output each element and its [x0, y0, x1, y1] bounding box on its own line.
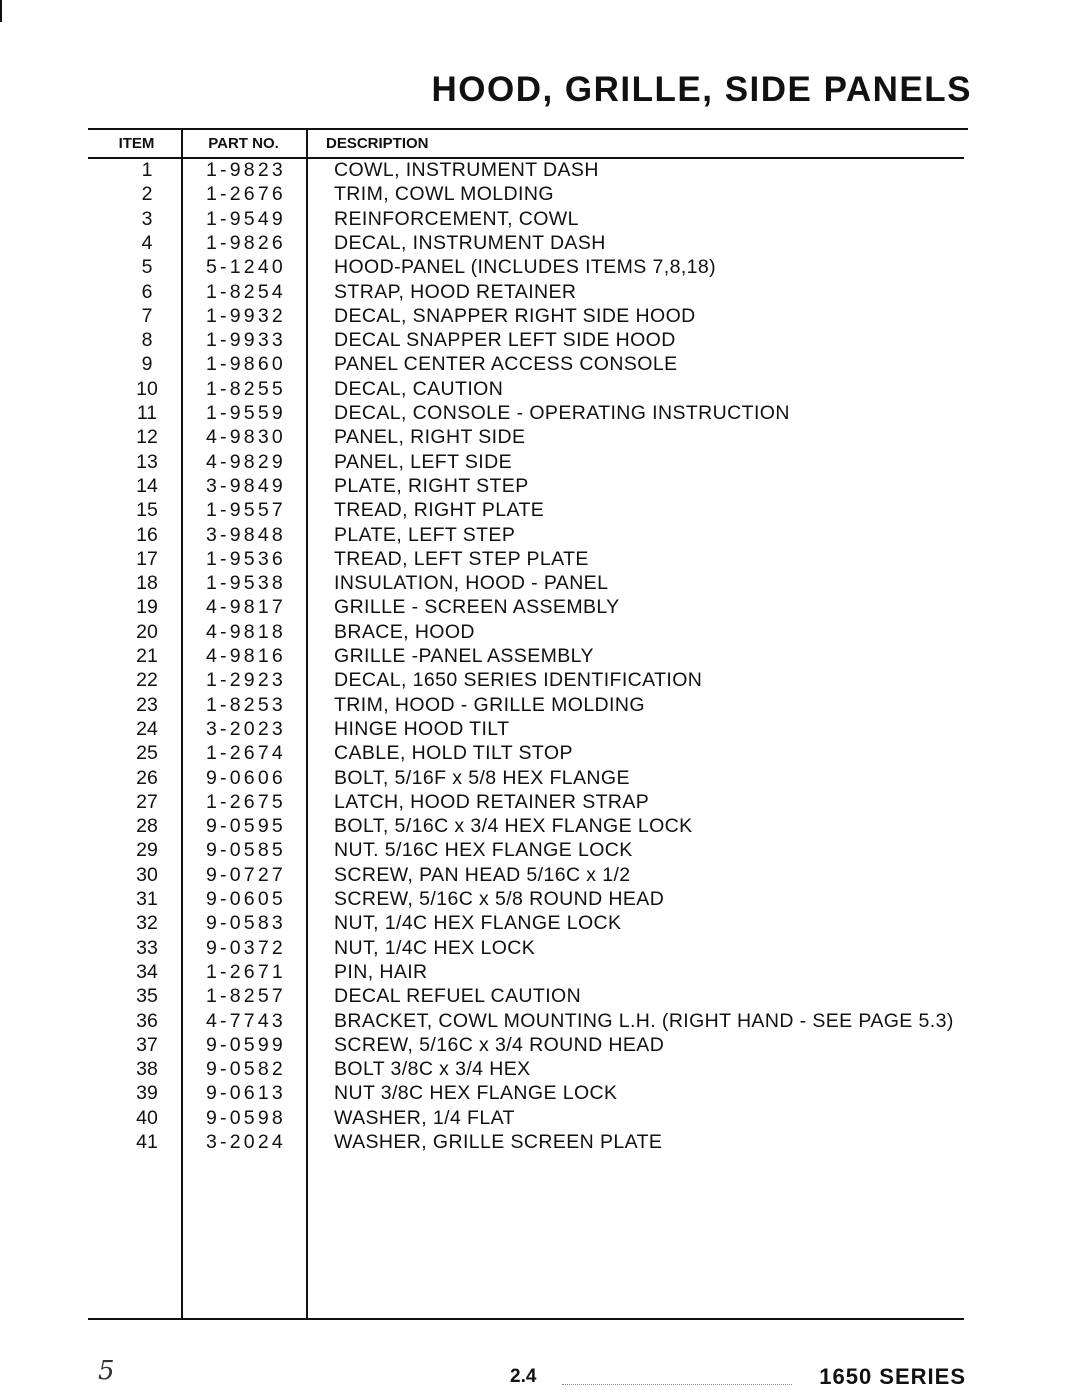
- item-number: 26: [136, 766, 158, 789]
- item-number: 9: [141, 353, 153, 376]
- item-number: 34: [136, 960, 158, 983]
- part-number: 3-2024: [206, 1131, 286, 1153]
- item-number: 39: [136, 1082, 158, 1105]
- part-number: 9-0727: [206, 863, 286, 886]
- page-number: 2.4: [510, 1366, 537, 1387]
- item-number: 15: [136, 499, 158, 522]
- handwritten-mark: 5: [98, 1356, 115, 1386]
- description: SCREW, PAN HEAD 5/16C x 1/2: [334, 863, 631, 886]
- item-number: 40: [136, 1106, 158, 1129]
- series-label: 1650 SERIES: [819, 1364, 966, 1389]
- item-number: 3: [141, 207, 153, 230]
- item-number: 28: [136, 815, 158, 838]
- part-number: 1-9933: [206, 329, 286, 352]
- description: BRACKET, COWL MOUNTING L.H. (RIGHT HAND - SEE PAGE 5.3): [334, 1009, 954, 1032]
- part-number: 9-0585: [206, 839, 286, 862]
- item-number: 18: [136, 572, 158, 595]
- part-number: 9-0583: [206, 912, 286, 935]
- item-number: 14: [136, 474, 158, 497]
- part-number: 1-9860: [206, 353, 286, 376]
- part-number: 1-8253: [206, 693, 286, 716]
- table-top-rule: [88, 128, 968, 130]
- description: WASHER, GRILLE SCREEN PLATE: [334, 1131, 663, 1153]
- description: REINFORCEMENT, COWL: [334, 207, 579, 230]
- footer-leader-dots: [562, 1384, 792, 1385]
- description: HOOD-PANEL (INCLUDES ITEMS 7,8,18): [334, 256, 717, 279]
- item-number: 4: [141, 231, 153, 254]
- part-number: 1-9536: [206, 547, 286, 570]
- part-number: 1-8254: [206, 280, 286, 303]
- item-number: 11: [136, 402, 158, 424]
- column-header-description: DESCRIPTION: [326, 135, 429, 152]
- item-number: 8: [141, 329, 153, 352]
- item-number: 30: [136, 863, 158, 886]
- description: PANEL, RIGHT SIDE: [334, 426, 526, 449]
- description: NUT 3/8C HEX FLANGE LOCK: [334, 1082, 618, 1105]
- item-number: 22: [136, 669, 158, 692]
- description: SCREW, 5/16C x 5/8 ROUND HEAD: [334, 888, 665, 910]
- column-header-item: ITEM: [118, 135, 155, 152]
- description: INSULATION, HOOD - PANEL: [334, 572, 609, 595]
- part-number: 1-9538: [206, 572, 286, 595]
- part-number: 9-0606: [206, 766, 286, 789]
- description: LATCH, HOOD RETAINER STRAP: [334, 790, 650, 813]
- part-number: 1-8255: [206, 377, 286, 400]
- item-number: 10: [136, 377, 158, 400]
- description: NUT, 1/4C HEX FLANGE LOCK: [334, 912, 622, 935]
- part-number: 9-0372: [206, 936, 286, 959]
- description: SCREW, 5/16C x 3/4 ROUND HEAD: [334, 1033, 665, 1056]
- part-number: 1-9826: [206, 231, 286, 254]
- description: BOLT, 5/16F x 5/8 HEX FLANGE: [334, 766, 630, 789]
- part-number: 4-9829: [206, 450, 286, 473]
- part-number: 1-2674: [206, 742, 286, 765]
- part-number: 5-1240: [206, 256, 286, 279]
- description: GRILLE -PANEL ASSEMBLY: [334, 645, 594, 667]
- part-number: 9-0598: [206, 1106, 286, 1129]
- item-number: 16: [136, 523, 158, 546]
- part-number: 1-2671: [206, 960, 286, 983]
- part-number: 1-2923: [206, 669, 286, 692]
- part-number: 9-0599: [206, 1033, 286, 1056]
- description: DECAL, INSTRUMENT DASH: [334, 231, 606, 254]
- description: CABLE, HOLD TILT STOP: [334, 742, 573, 765]
- description: DECAL, 1650 SERIES IDENTIFICATION: [334, 669, 703, 692]
- part-number: 4-9818: [206, 620, 286, 643]
- description: PIN, HAIR: [334, 960, 428, 983]
- item-number: 32: [136, 912, 158, 935]
- item-number: 20: [136, 620, 158, 643]
- part-number: 1-9549: [206, 207, 286, 230]
- item-number: 37: [136, 1033, 158, 1056]
- description: DECAL, CONSOLE - OPERATING INSTRUCTION: [334, 402, 790, 424]
- part-number: 1-9557: [206, 499, 286, 522]
- part-number: 1-2676: [206, 183, 286, 206]
- part-number: 9-0613: [206, 1082, 286, 1105]
- item-number: 27: [136, 790, 158, 813]
- description: BOLT, 5/16C x 3/4 HEX FLANGE LOCK: [334, 815, 693, 838]
- description: DECAL, SNAPPER RIGHT SIDE HOOD: [334, 304, 696, 327]
- item-number: 38: [136, 1058, 158, 1081]
- description: HINGE HOOD TILT: [334, 717, 510, 740]
- item-number: 41: [136, 1131, 158, 1153]
- column-divider-part-description: [306, 130, 308, 1318]
- item-number: 33: [136, 936, 158, 959]
- description: PANEL, LEFT SIDE: [334, 450, 512, 473]
- description: NUT. 5/16C HEX FLANGE LOCK: [334, 839, 633, 862]
- item-number: 29: [136, 839, 158, 862]
- description: TRIM, COWL MOLDING: [334, 183, 554, 206]
- part-number: 3-2023: [206, 717, 286, 740]
- item-number: 25: [136, 742, 158, 765]
- part-number: 1-8257: [206, 985, 286, 1008]
- item-number: 19: [136, 596, 158, 619]
- description: PLATE, RIGHT STEP: [334, 474, 529, 497]
- description: WASHER, 1/4 FLAT: [334, 1106, 515, 1129]
- part-number: 4-7743: [206, 1009, 286, 1032]
- item-number: 24: [136, 717, 158, 740]
- column-header-part-no: PART NO.: [208, 135, 279, 152]
- description: PANEL CENTER ACCESS CONSOLE: [334, 353, 678, 376]
- part-number: 9-0605: [206, 888, 286, 910]
- description: TREAD, LEFT STEP PLATE: [334, 547, 589, 570]
- part-number: 3-9848: [206, 523, 286, 546]
- table-bottom-rule: [88, 1318, 964, 1320]
- part-number: 1-9559: [206, 402, 286, 424]
- item-number: 13: [136, 450, 158, 473]
- description: GRILLE - SCREEN ASSEMBLY: [334, 596, 620, 619]
- part-number: 1-9823: [206, 159, 286, 181]
- item-number: 12: [136, 426, 158, 449]
- item-number: 31: [136, 888, 158, 910]
- description: NUT, 1/4C HEX LOCK: [334, 936, 536, 959]
- description: DECAL SNAPPER LEFT SIDE HOOD: [334, 329, 676, 352]
- description: DECAL, CAUTION: [334, 377, 504, 400]
- description: COWL, INSTRUMENT DASH: [334, 159, 599, 181]
- description: DECAL REFUEL CAUTION: [334, 985, 582, 1008]
- part-number: 9-0582: [206, 1058, 286, 1081]
- description: BOLT 3/8C x 3/4 HEX: [334, 1058, 531, 1081]
- item-number: 35: [136, 985, 158, 1008]
- part-number: 9-0595: [206, 815, 286, 838]
- part-number: 3-9849: [206, 474, 286, 497]
- description: PLATE, LEFT STEP: [334, 523, 516, 546]
- item-number: 17: [136, 547, 158, 570]
- item-number: 21: [136, 645, 158, 667]
- part-number: 1-9932: [206, 304, 286, 327]
- item-number: 6: [141, 280, 153, 303]
- description: TRIM, HOOD - GRILLE MOLDING: [334, 693, 645, 716]
- part-number: 1-2675: [206, 790, 286, 813]
- item-number: 2: [141, 183, 153, 206]
- description: STRAP, HOOD RETAINER: [334, 280, 577, 303]
- page-title: HOOD, GRILLE, SIDE PANELS: [431, 70, 972, 109]
- part-number: 4-9830: [206, 426, 286, 449]
- item-number: 7: [141, 304, 153, 327]
- item-number: 5: [141, 256, 153, 279]
- page-edge-mark: [0, 0, 2, 22]
- description: TREAD, RIGHT PLATE: [334, 499, 545, 522]
- item-number: 36: [136, 1009, 158, 1032]
- item-number: 23: [136, 693, 158, 716]
- part-number: 4-9817: [206, 596, 286, 619]
- item-number: 1: [141, 159, 153, 181]
- part-number: 4-9816: [206, 645, 286, 667]
- description: BRACE, HOOD: [334, 620, 475, 643]
